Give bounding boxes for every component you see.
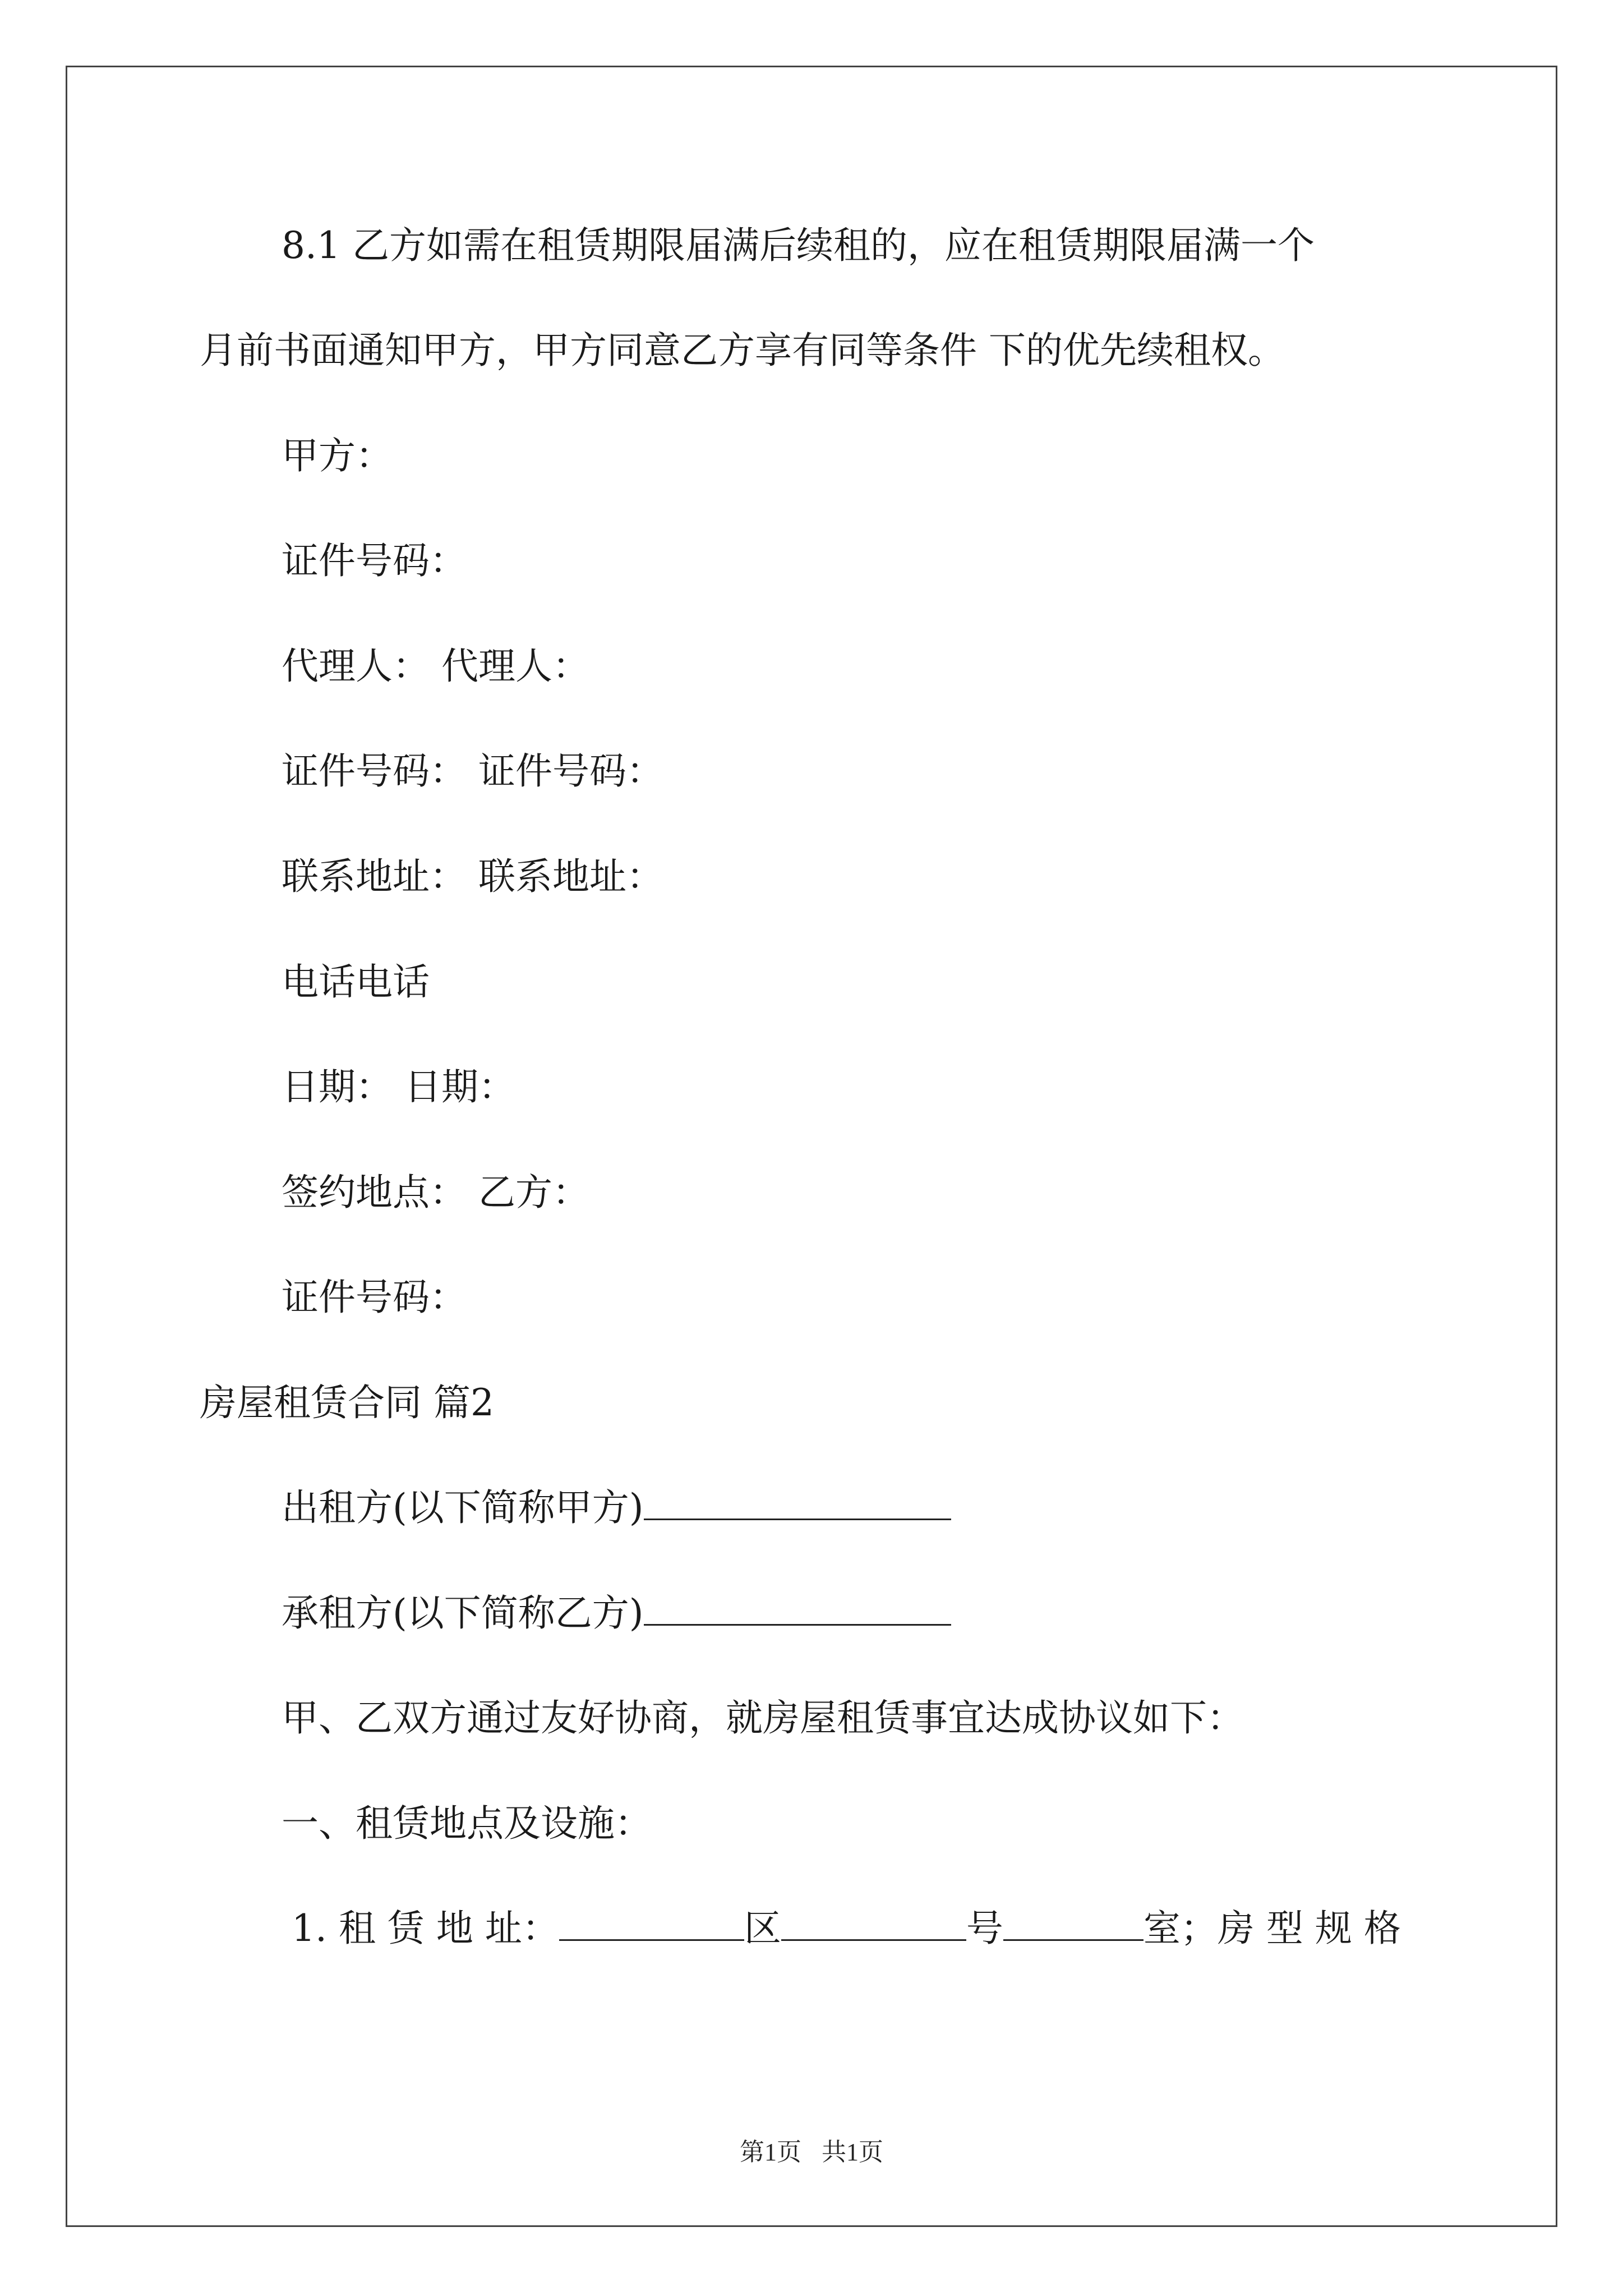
date-labels: 日期： 日期： — [282, 1065, 515, 1108]
district-blank — [559, 1910, 744, 1941]
number-blank — [781, 1910, 966, 1941]
id-number-labels: 证件号码： 证件号码： — [282, 749, 663, 793]
lessee-label: 承租方(以下简称乙方) — [282, 1591, 644, 1635]
lessee-line — [282, 1591, 951, 1635]
clause-8-1-line-2: 月前书面通知甲方，甲方同意乙方享有同等条件 下的优先续租权。 — [200, 329, 1285, 372]
page-total: 共1页 — [822, 2138, 883, 2166]
phone-labels: 电话电话 — [282, 960, 430, 1004]
lessor-line — [282, 1486, 951, 1529]
room-type-label: 室；房 型 规 格 — [1143, 1907, 1401, 1950]
address-line — [292, 1907, 1401, 1950]
id-number-label: 证件号码： — [282, 539, 467, 582]
address-label: 1. 租 赁 地 址： — [292, 1907, 559, 1950]
id-number-label-party-b: 证件号码： — [282, 1276, 467, 1319]
lessee-blank — [644, 1595, 951, 1626]
agent-labels: 代理人： 代理人： — [282, 645, 589, 688]
section-heading: 房屋租赁合同 篇2 — [200, 1381, 494, 1424]
clause-8-1-line-1: 8.1 乙方如需在租赁期限届满后续租的，应在租赁期限届满一个 — [282, 224, 1315, 267]
agreement-intro: 甲、乙双方通过友好协商，就房屋租赁事宜达成协议如下： — [282, 1696, 1244, 1740]
page-footer — [0, 2132, 1623, 2168]
lessor-blank — [644, 1489, 951, 1520]
page-border — [66, 66, 1557, 2227]
district-label: 区 — [744, 1907, 781, 1950]
section-one-heading: 一、租赁地点及设施： — [282, 1802, 652, 1845]
signing-place-party-b-labels: 签约地点： 乙方： — [282, 1171, 589, 1214]
contact-address-labels: 联系地址： 联系地址： — [282, 855, 663, 898]
room-blank — [1003, 1910, 1144, 1941]
page-number: 第1页 — [740, 2138, 801, 2166]
number-label: 号 — [966, 1907, 1003, 1950]
party-a-label: 甲方： — [282, 434, 393, 477]
lessor-label: 出租方(以下简称甲方) — [282, 1486, 644, 1529]
